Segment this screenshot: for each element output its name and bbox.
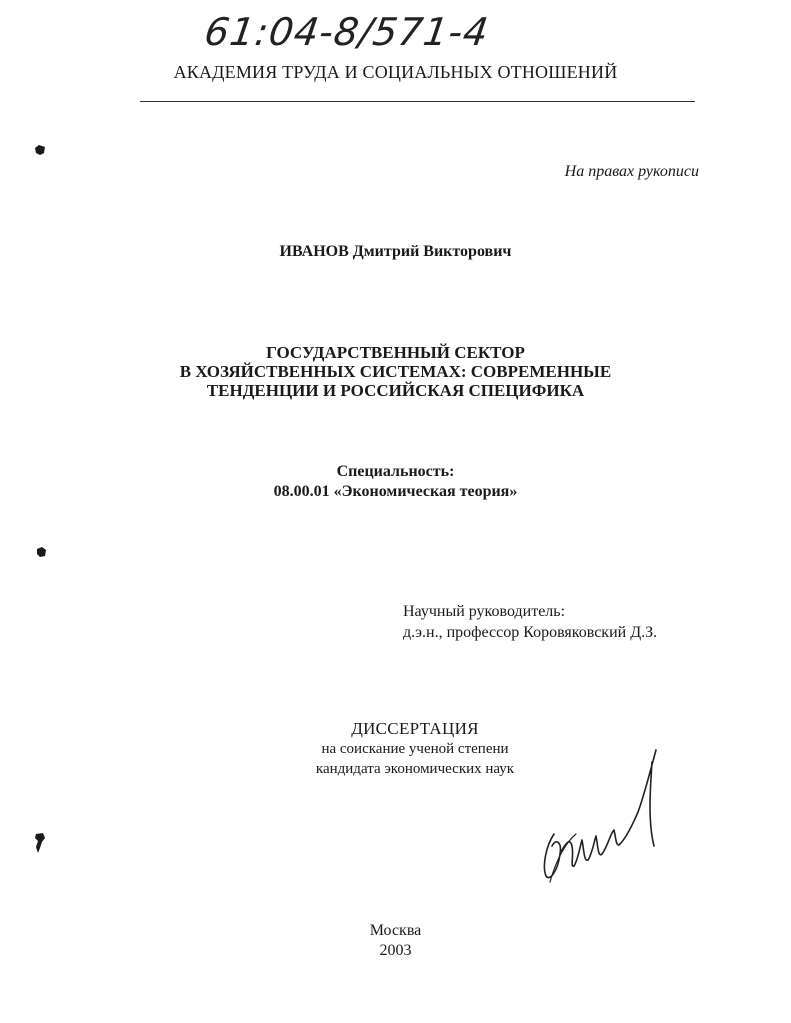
specialty-value: 08.00.01 «Экономическая теория» — [273, 483, 518, 500]
footer-block — [0, 921, 791, 961]
advisor-label: Научный руководитель: — [403, 603, 566, 620]
specialty-block — [0, 462, 791, 502]
degree-line: кандидата экономических наук — [315, 761, 515, 777]
scan-mark-icon — [36, 546, 47, 558]
scan-mark-icon — [34, 144, 46, 156]
advisor-block — [403, 601, 657, 643]
institution-name: АКАДЕМИЯ ТРУДА И СОЦИАЛЬНЫХ ОТНОШЕНИЙ — [173, 62, 618, 82]
specialty-label: Специальность: — [336, 463, 455, 480]
city: Москва — [369, 922, 422, 939]
scan-mark-icon — [34, 832, 46, 854]
degree-line: на соискание ученой степени — [321, 741, 509, 757]
title-line: ТЕНДЕНЦИИ И РОССИЙСКАЯ СПЕЦИФИКА — [206, 381, 585, 400]
header-divider — [140, 101, 695, 102]
author-name: ИВАНОВ Дмитрий Викторович — [279, 243, 512, 260]
dissertation-title — [0, 343, 791, 400]
advisor-value: д.э.н., профессор Коровяковский Д.З. — [403, 624, 658, 641]
degree-block — [0, 719, 791, 779]
year: 2003 — [379, 942, 412, 959]
title-line: ГОСУДАРСТВЕННЫЙ СЕКТОР — [266, 343, 525, 362]
catalog-number: 61:04-8/571-4 — [201, 10, 492, 54]
degree-title: ДИССЕРТАЦИЯ — [351, 719, 479, 738]
signature-icon — [532, 742, 672, 892]
title-line: В ХОЗЯЙСТВЕННЫХ СИСТЕМАХ: СОВРЕМЕННЫЕ — [179, 362, 612, 381]
rights-note: На правах рукописи — [564, 163, 699, 180]
